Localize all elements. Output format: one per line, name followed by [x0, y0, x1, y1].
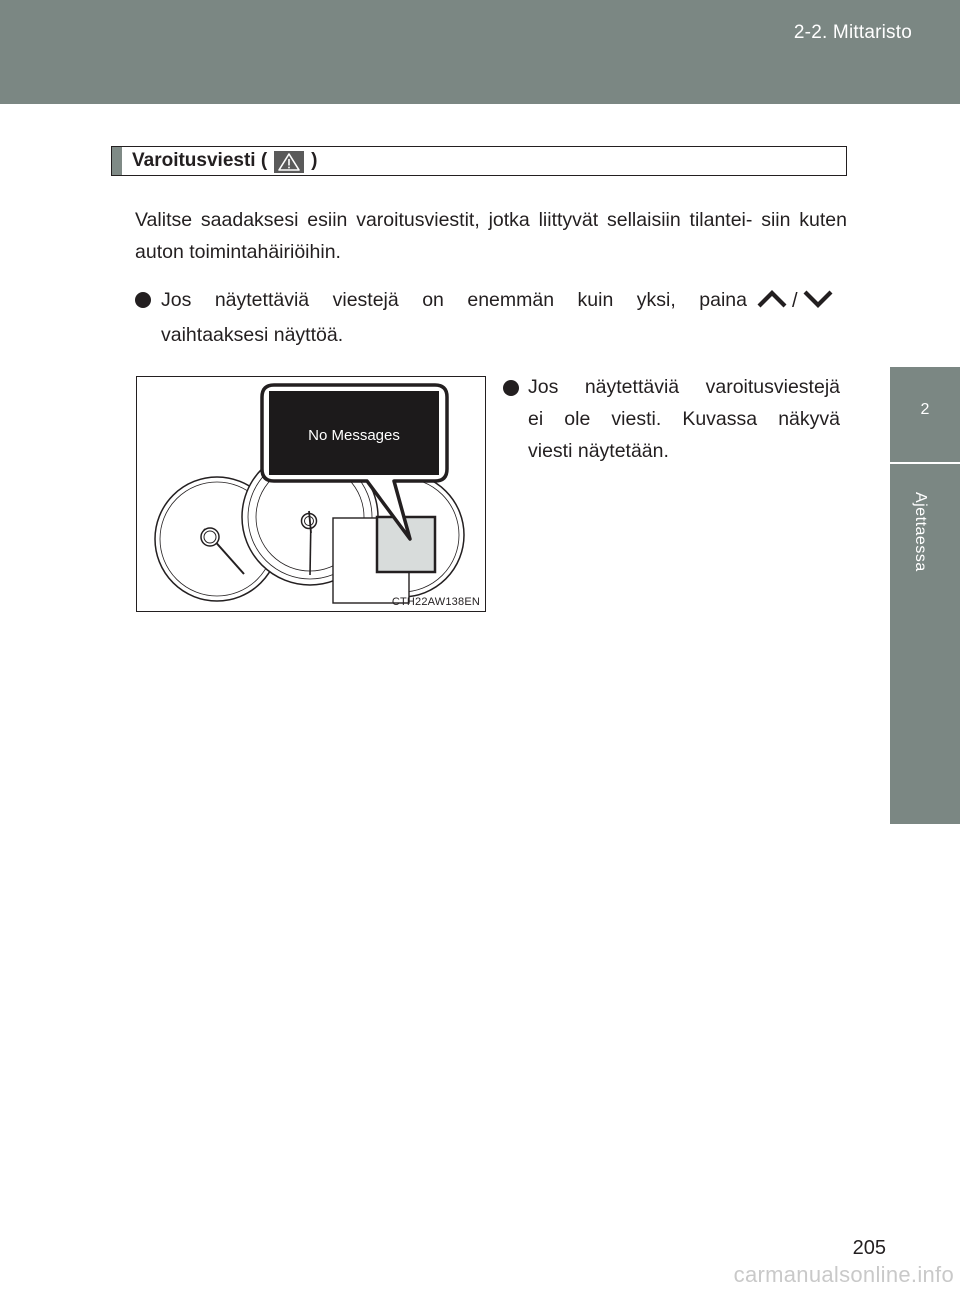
chevron-up-icon: [756, 289, 788, 314]
display-message: No Messages: [308, 427, 400, 444]
chapter-number: 2: [920, 401, 930, 418]
bullet-2-line-1: Jos näytettäviä varoitusviestejä: [528, 376, 840, 398]
bullet-dot: [135, 292, 151, 308]
bullet-2-text: [528, 371, 840, 467]
section-title-prefix: Varoitusviesti (: [132, 150, 268, 171]
bullet-2-line-3: viesti näytetään.: [528, 440, 669, 462]
bullet-1-line-2: vaihtaaksesi näyttöä.: [161, 324, 344, 346]
bullet-1-line-1: Jos näytettäviä viestejä on enemmän kuin yksi, paina: [161, 289, 747, 311]
instrument-cluster-illustration: [137, 377, 485, 611]
watermark: carmanualsonline.info: [733, 1262, 954, 1287]
section-title-suffix: ): [311, 150, 318, 171]
chapter-tab[interactable]: [890, 367, 960, 462]
chevron-separator: /: [792, 290, 798, 312]
chevron-buttons: [756, 287, 834, 315]
figure-code: CTH22AW138EN: [391, 596, 480, 608]
bullet-2-line-2: ei ole viesti. Kuvassa näkyvä: [528, 408, 840, 430]
instrument-cluster-figure: [136, 376, 486, 612]
page-number: 205: [852, 1237, 886, 1259]
chapter-label: Ajettaessa: [912, 492, 929, 572]
warning-triangle-icon: [274, 151, 304, 173]
section-breadcrumb: 2-2. Mittaristo: [793, 22, 912, 43]
section-title: [132, 150, 318, 172]
chapter-label-tab[interactable]: [890, 464, 960, 824]
heading-accent-bar: [112, 147, 122, 175]
header-band: [0, 0, 960, 104]
chevron-down-icon: [802, 289, 834, 314]
bullet-dot: [503, 380, 519, 396]
section-heading: [111, 146, 847, 176]
intro-paragraph: Valitse saadaksesi esiin varoitusviestit, jotka liittyvät sellaisiin tilantei- siin kuten auton toimintahäiriöihin.: [135, 209, 847, 263]
